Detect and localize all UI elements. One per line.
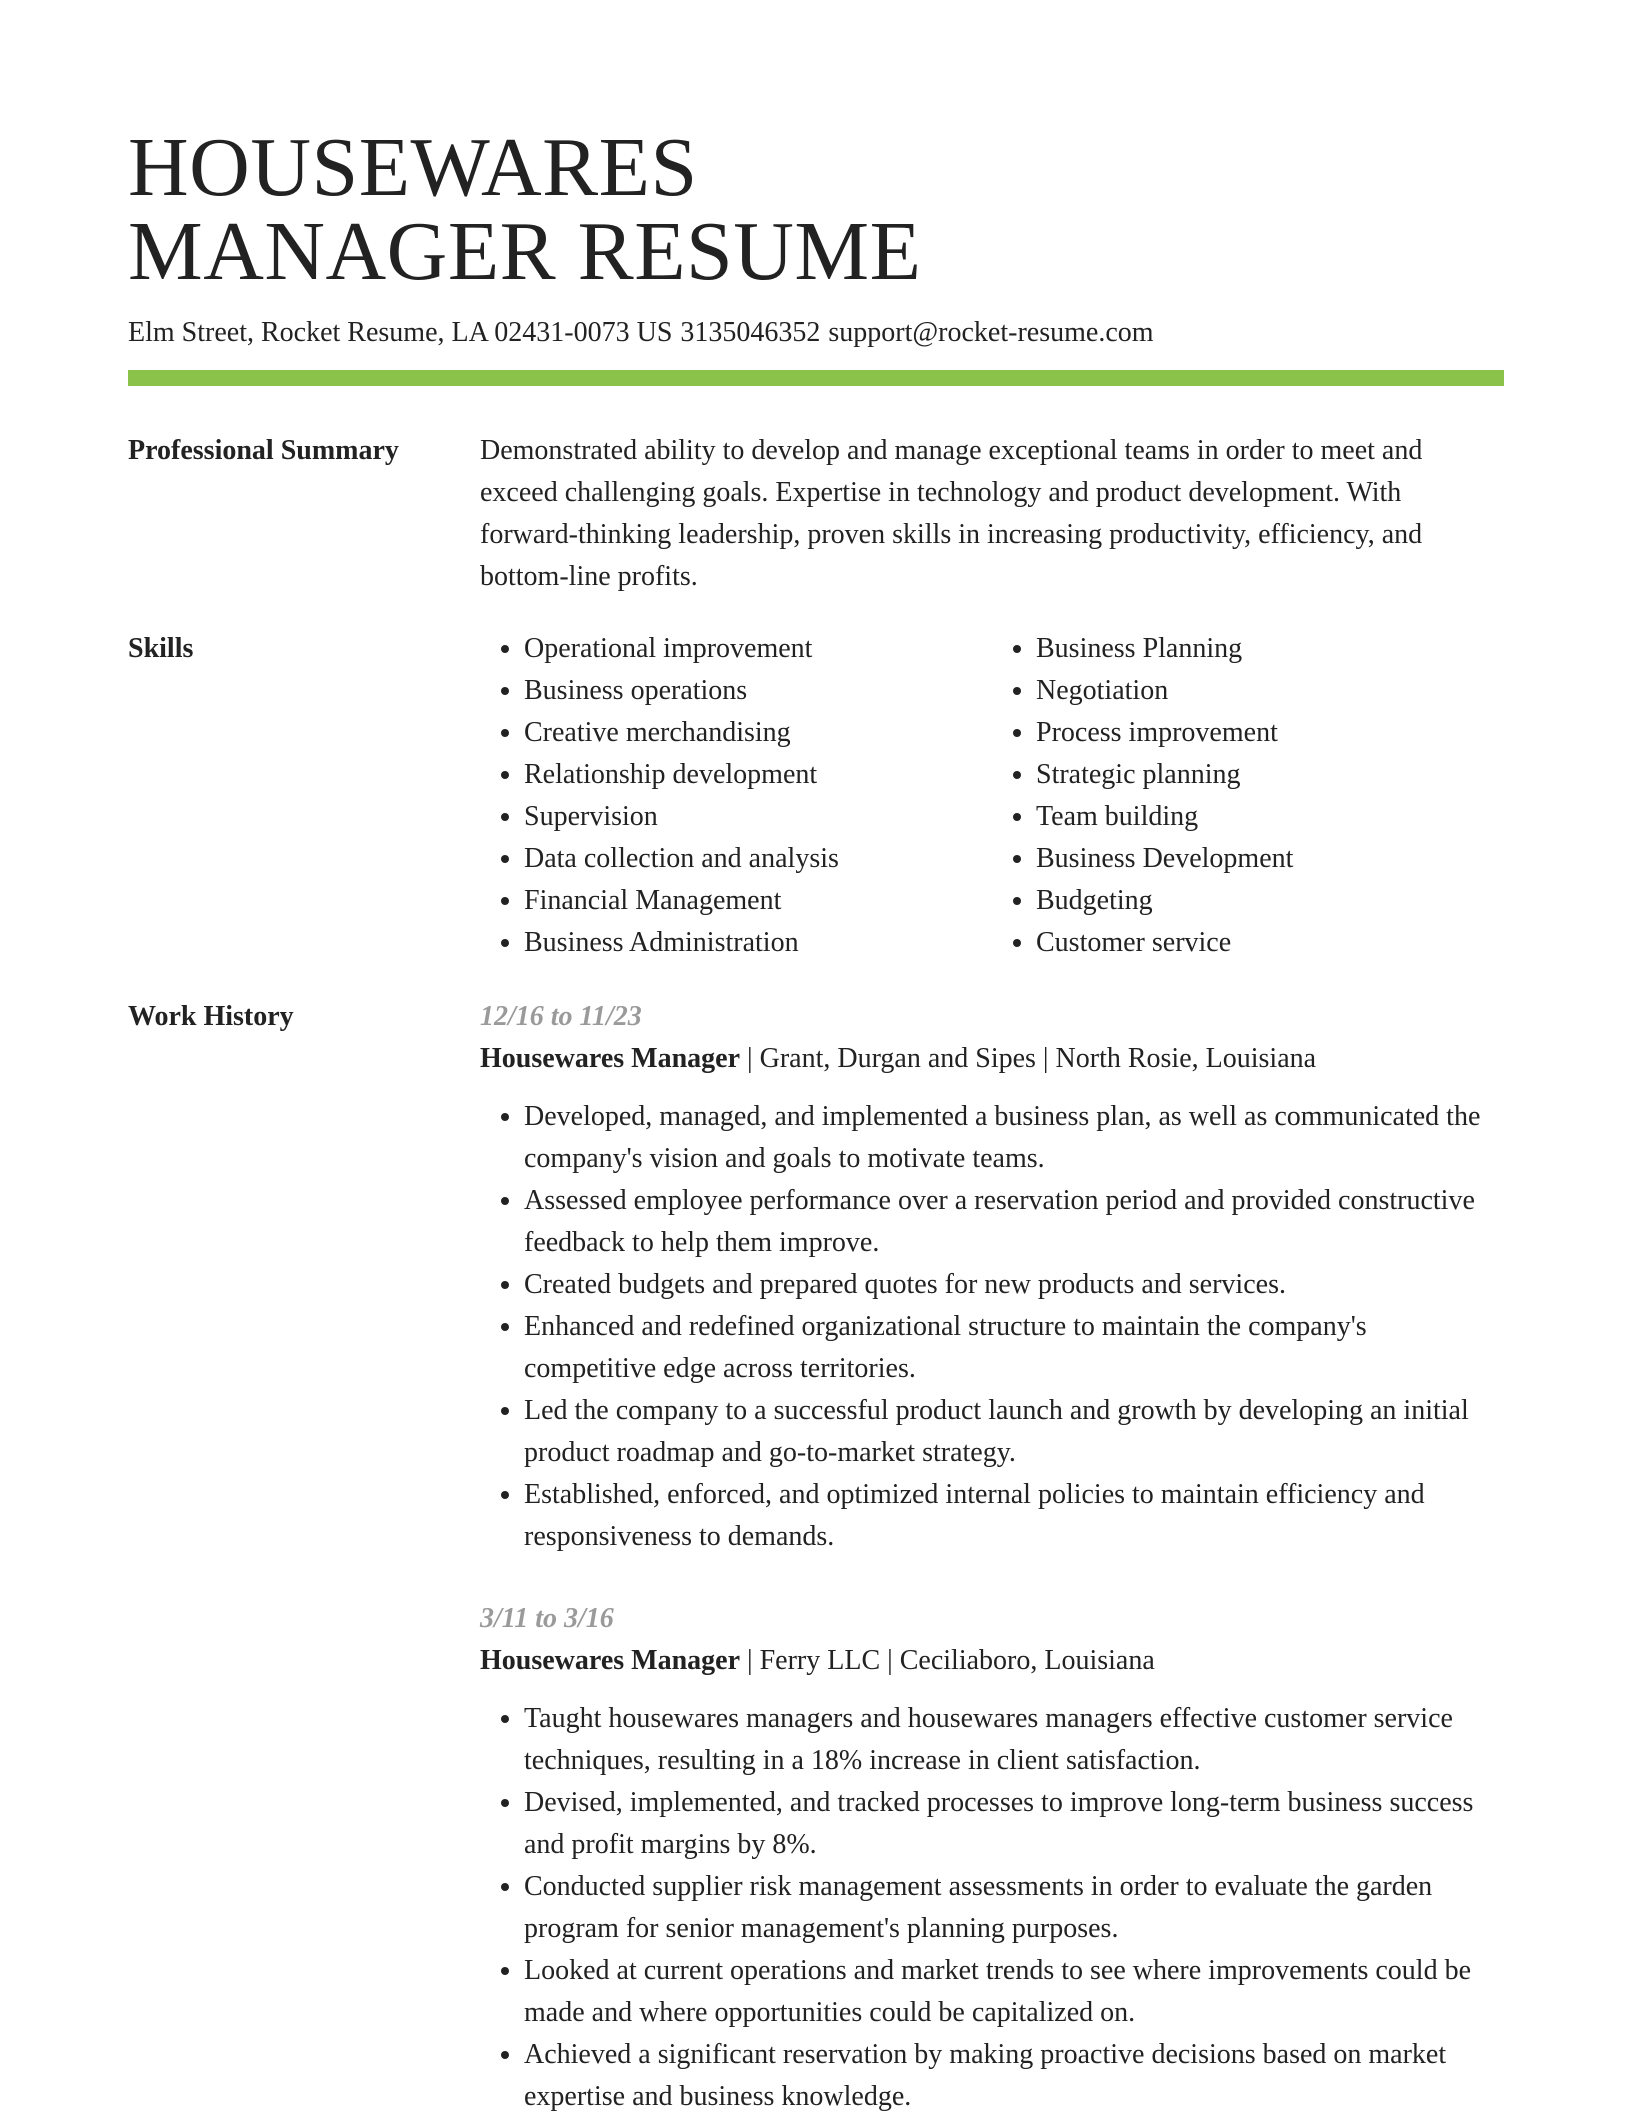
- skills-heading: Skills: [128, 633, 194, 664]
- contact-phone: 3135046352: [680, 317, 821, 348]
- skills-columns: [480, 628, 1504, 964]
- job-company-location: | Ferry LLC | Ceciliaboro, Louisiana: [740, 1645, 1155, 1676]
- list-item: • Established, enforced, and optimized internal policies to maintain efficiency and responsiveness to demands.: [524, 1474, 1504, 1558]
- list-item: • Business Development: [1036, 838, 1504, 880]
- list-item: • Relationship development: [524, 754, 992, 796]
- job-duties-list: [480, 1698, 1504, 2118]
- job-dates: 3/11 to 3/16: [480, 1603, 614, 1634]
- list-item: • Led the company to a successful product launch and growth by developing an initial product roadmap and go-to-market strategy.: [524, 1390, 1504, 1474]
- list-item: • Business Planning: [1036, 628, 1504, 670]
- list-item: • Data collection and analysis: [524, 838, 992, 880]
- list-item: • Enhanced and redefined organizational structure to maintain the company's competitive edge across territories.: [524, 1306, 1504, 1390]
- job-entry: [480, 996, 1504, 1558]
- list-item: • Operational improvement: [524, 628, 992, 670]
- list-item: • Creative merchandising: [524, 712, 992, 754]
- list-item: • Devised, implemented, and tracked processes to improve long-term business success and profit margins by 8%.: [524, 1782, 1504, 1866]
- list-item: • Taught housewares managers and housewares managers effective customer service techniques, resulting in a 18% increase in client satisfaction.: [524, 1698, 1504, 1782]
- list-item: • Assessed employee performance over a reservation period and provided constructive feedback to help them improve.: [524, 1180, 1504, 1264]
- skills-list-left: [480, 628, 992, 964]
- list-item: • Developed, managed, and implemented a business plan, as well as communicated the company's vision and goals to motivate teams.: [524, 1096, 1504, 1180]
- list-item: • Created budgets and prepared quotes for new products and services.: [524, 1264, 1504, 1306]
- resume-title: [128, 121, 922, 298]
- job-duties-list: [480, 1096, 1504, 1558]
- job-company-location: | Grant, Durgan and Sipes | North Rosie, Louisiana: [740, 1043, 1317, 1074]
- job-dates: 12/16 to 11/23: [480, 1001, 642, 1032]
- title-line-2: MANAGER RESUME: [128, 205, 922, 298]
- title-line-1: HOUSEWARES: [128, 121, 698, 214]
- list-item: • Strategic planning: [1036, 754, 1504, 796]
- list-item: • Process improvement: [1036, 712, 1504, 754]
- summary-text: Demonstrated ability to develop and manage exceptional teams in order to meet and exceed challenging goals. Expertise in technology and product development. With forward-thinking leadership, proven skills in increasing productivity, efficiency, and bottom-line profits.: [480, 435, 1423, 592]
- job-entry: [480, 1598, 1504, 2118]
- summary-heading: Professional Summary: [128, 435, 399, 466]
- work-history-body: [480, 996, 1504, 2118]
- list-item: • Customer service: [1036, 922, 1504, 964]
- skills-body: [480, 628, 1504, 964]
- contact-email[interactable]: support@rocket-resume.com: [828, 317, 1154, 348]
- list-item: • Team building: [1036, 796, 1504, 838]
- list-item: • Conducted supplier risk management assessments in order to evaluate the garden program for senior management's planning purposes.: [524, 1866, 1504, 1950]
- contact-address: Elm Street, Rocket Resume, LA 02431-0073 US: [128, 317, 673, 348]
- accent-divider: [128, 370, 1504, 386]
- list-item: • Financial Management: [524, 880, 992, 922]
- job-heading: [480, 1038, 1504, 1080]
- list-item: • Looked at current operations and market trends to see where improvements could be made and where opportunities could be capitalized on.: [524, 1950, 1504, 2034]
- list-item: • Supervision: [524, 796, 992, 838]
- work-history-heading: Work History: [128, 1001, 294, 1032]
- list-item: • Business operations: [524, 670, 992, 712]
- list-item: • Budgeting: [1036, 880, 1504, 922]
- skills-list-right: [992, 628, 1504, 964]
- job-title: Housewares Manager: [480, 1043, 740, 1074]
- list-item: • Business Administration: [524, 922, 992, 964]
- list-item: • Achieved a significant reservation by making proactive decisions based on market expertise and business knowledge.: [524, 2034, 1504, 2118]
- job-heading: [480, 1640, 1504, 1682]
- summary-body: [480, 430, 1504, 598]
- list-item: • Negotiation: [1036, 670, 1504, 712]
- job-title: Housewares Manager: [480, 1645, 740, 1676]
- contact-line: [128, 316, 1162, 350]
